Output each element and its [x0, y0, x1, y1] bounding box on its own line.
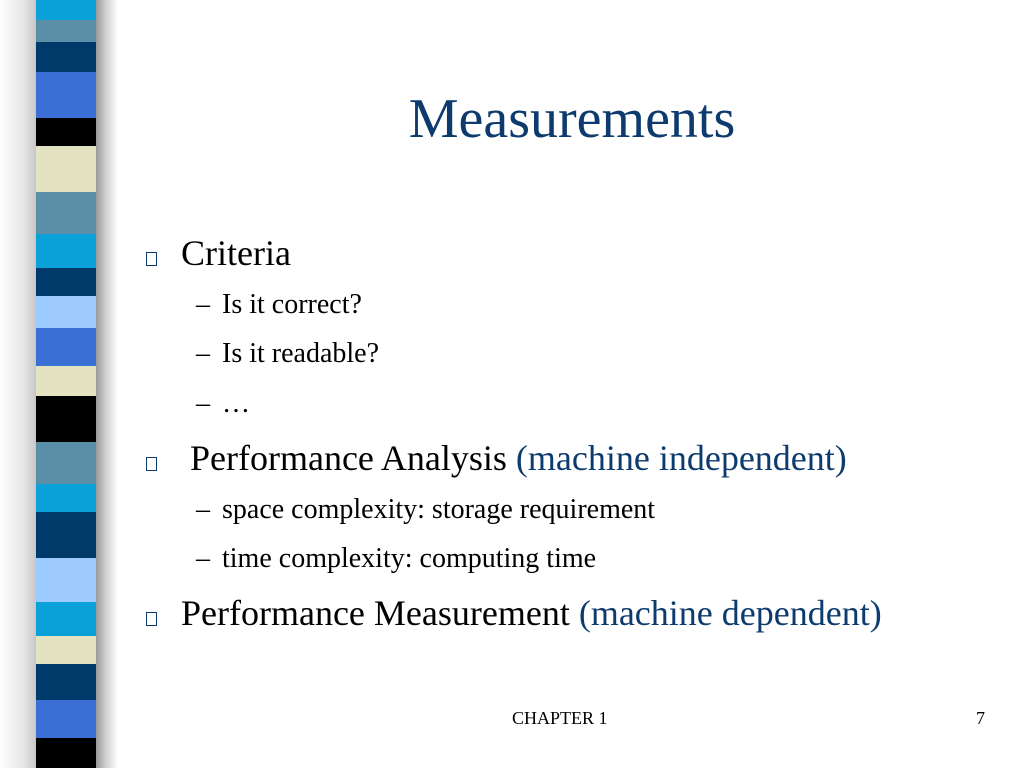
sub-item-text: space complexity: storage requirement — [222, 494, 656, 525]
bullet-text: Performance Analysis — [181, 438, 516, 478]
footer-chapter: CHAPTER 1 — [512, 708, 608, 728]
dash-marker: – — [196, 543, 210, 574]
stripe-block — [36, 602, 96, 636]
stripe-block — [36, 296, 96, 328]
stripe-block — [36, 664, 96, 700]
bullet-note: (machine dependent) — [578, 593, 882, 633]
sub-item — [196, 338, 379, 370]
stripe-block — [36, 558, 96, 602]
stripe-block — [36, 396, 96, 442]
bullet-performance-analysis — [146, 437, 847, 479]
footer-page-number: 7 — [976, 708, 985, 728]
square-bullet-icon — [146, 252, 157, 266]
dash-marker: – — [196, 388, 210, 419]
stripe-right-shadow — [96, 0, 118, 768]
sub-item-text: time complexity: computing time — [222, 543, 597, 574]
stripe-block — [36, 268, 96, 296]
stripe-block — [36, 636, 96, 664]
stripe-block — [36, 192, 96, 234]
sub-item-text: Is it correct? — [222, 289, 362, 320]
stripe-block — [36, 738, 96, 768]
sub-item-text: … — [222, 388, 250, 419]
dash-marker: – — [196, 289, 210, 320]
square-bullet-icon — [146, 612, 157, 626]
sub-item — [196, 289, 362, 321]
stripe-block — [36, 700, 96, 738]
bullet-text: Criteria — [181, 233, 291, 273]
stripe-block — [36, 72, 96, 118]
stripe-block — [36, 484, 96, 512]
stripe-block — [36, 42, 96, 72]
sub-item-text: Is it readable? — [222, 338, 380, 369]
stripe-block — [36, 20, 96, 42]
dash-marker: – — [196, 338, 210, 369]
decorative-stripe — [0, 0, 120, 768]
sub-item — [196, 494, 655, 526]
sub-item — [196, 543, 596, 575]
stripe-block — [36, 442, 96, 484]
sub-item — [196, 388, 250, 420]
stripe-block — [36, 0, 96, 20]
stripe-block — [36, 146, 96, 192]
bullet-text: Performance Measurement — [181, 593, 579, 633]
stripe-block — [36, 366, 96, 396]
stripe-block — [36, 328, 96, 366]
square-bullet-icon — [146, 457, 157, 471]
dash-marker: – — [196, 494, 210, 525]
stripe-block — [36, 234, 96, 268]
stripe-block — [36, 118, 96, 146]
color-block-stripe — [36, 0, 96, 768]
bullet-performance-measurement — [146, 592, 882, 634]
stripe-left-shade — [0, 0, 40, 768]
slide-title: Measurements — [408, 88, 736, 150]
bullet-note: (machine independent) — [515, 438, 847, 478]
bullet-criteria — [146, 232, 291, 274]
stripe-block — [36, 512, 96, 558]
